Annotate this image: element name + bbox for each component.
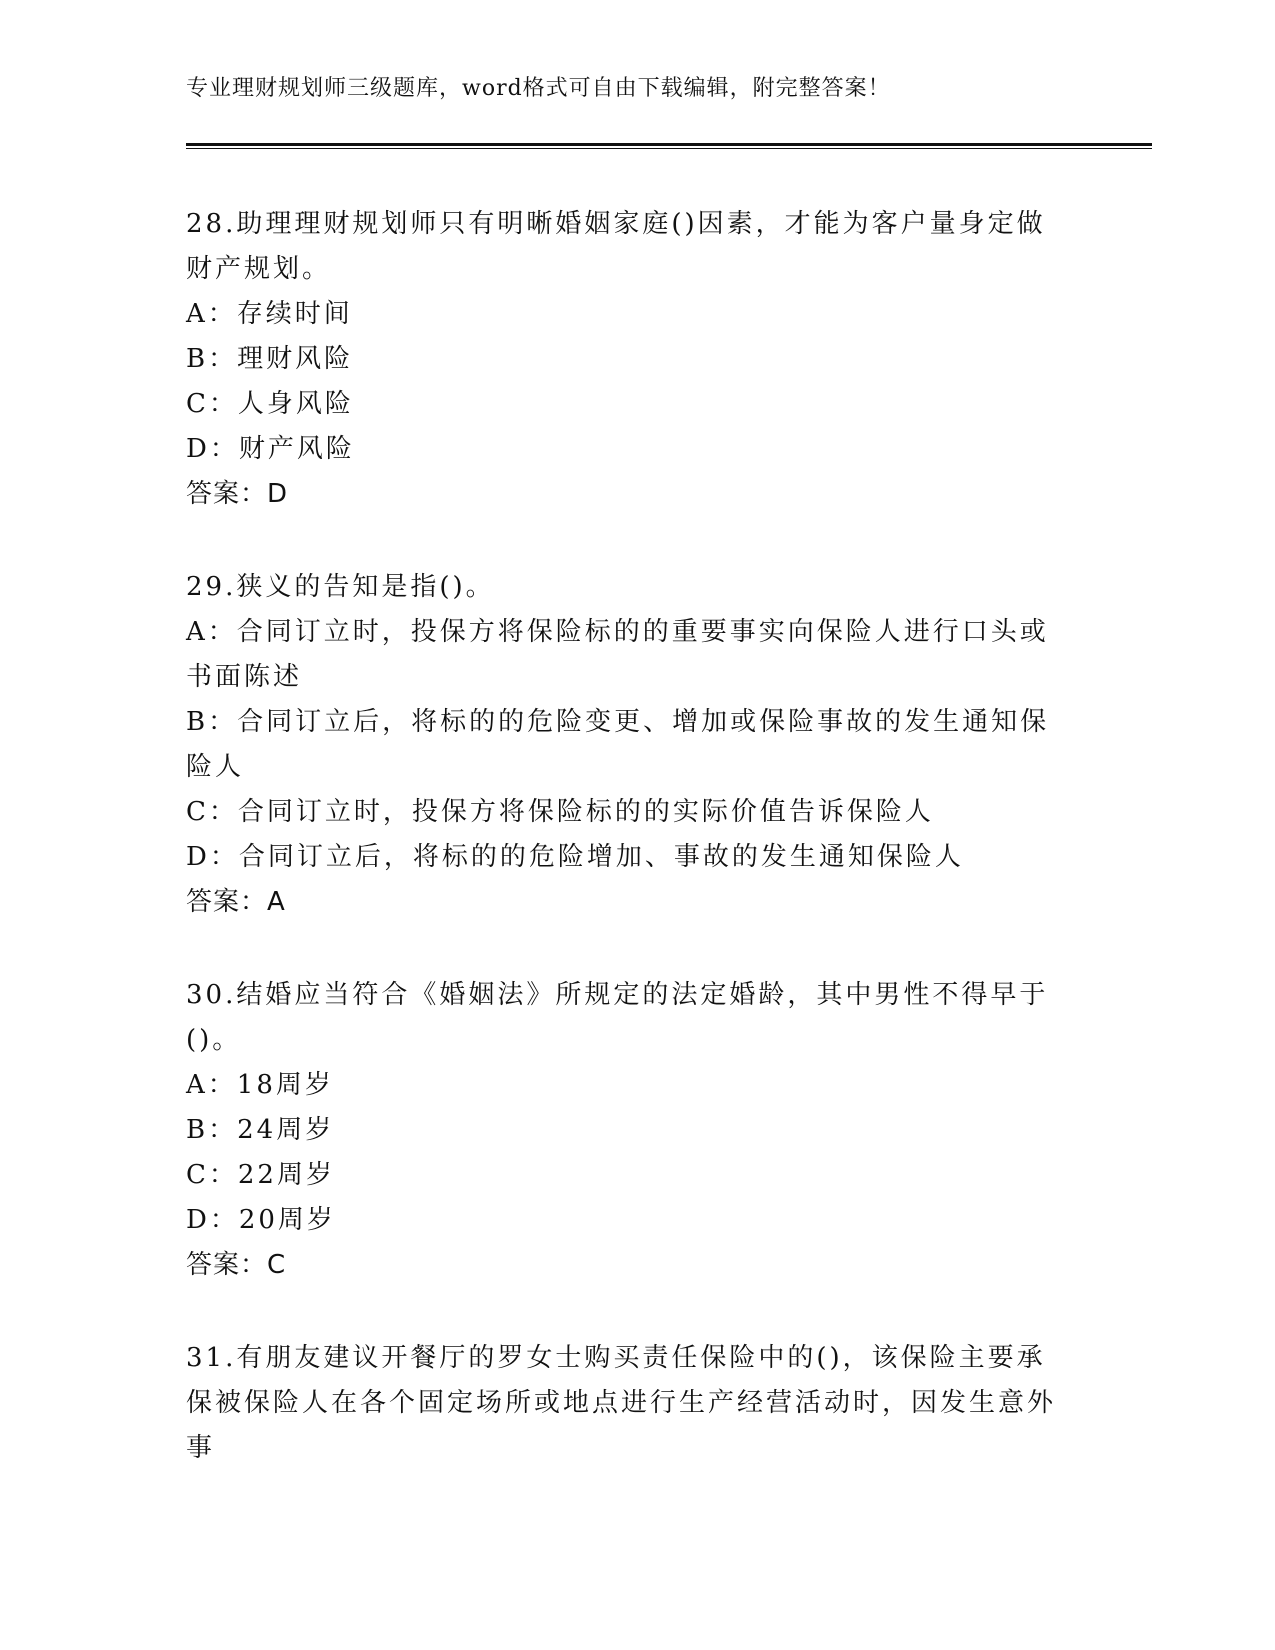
- option-d: D：财产风险: [186, 434, 355, 464]
- option-b: B：理财风险: [186, 344, 354, 374]
- page-header: 专业理财规划师三级题库，word格式可自由下载编辑，附完整答案！: [186, 76, 891, 101]
- option-d: D：合同订立后，将标的的危险增加、事故的发生通知保险人: [186, 842, 964, 872]
- question-28: [186, 202, 1066, 517]
- question-29: [186, 565, 1066, 925]
- option-b: B：合同订立后，将标的的危险变更、增加或保险事故的发生通知保险人: [186, 707, 1050, 782]
- option-a: A：18周岁: [186, 1070, 334, 1100]
- question-30: [186, 973, 1066, 1288]
- option-a: A：合同订立时，投保方将保险标的的重要事实向保险人进行口头或书面陈述: [186, 617, 1049, 692]
- header-divider: [186, 143, 1152, 149]
- question-stem: 31.有朋友建议开餐厅的罗女士购买责任保险中的()，该保险主要承保被保险人在各个固定场所或地点进行生产经营活动时，因发生意外事: [186, 1343, 1057, 1463]
- question-stem: 29.狭义的告知是指()。: [186, 572, 495, 602]
- question-31: [186, 1336, 1066, 1471]
- option-c: C：合同订立时，投保方将保险标的的实际价值告诉保险人: [186, 797, 934, 827]
- answer: 答案：D: [186, 479, 289, 509]
- question-stem: 30.结婚应当符合《婚姻法》所规定的法定婚龄，其中男性不得早于()。: [186, 980, 1049, 1055]
- option-c: C：22周岁: [186, 1160, 335, 1190]
- option-c: C：人身风险: [186, 389, 354, 419]
- question-stem: 28.助理理财规划师只有明晰婚姻家庭()因素，才能为客户量身定做财产规划。: [186, 209, 1046, 284]
- answer: 答案：C: [186, 1250, 287, 1280]
- option-a: A：存续时间: [186, 299, 353, 329]
- option-d: D：20周岁: [186, 1205, 336, 1235]
- option-b: B：24周岁: [186, 1115, 335, 1145]
- answer: 答案：A: [186, 887, 286, 917]
